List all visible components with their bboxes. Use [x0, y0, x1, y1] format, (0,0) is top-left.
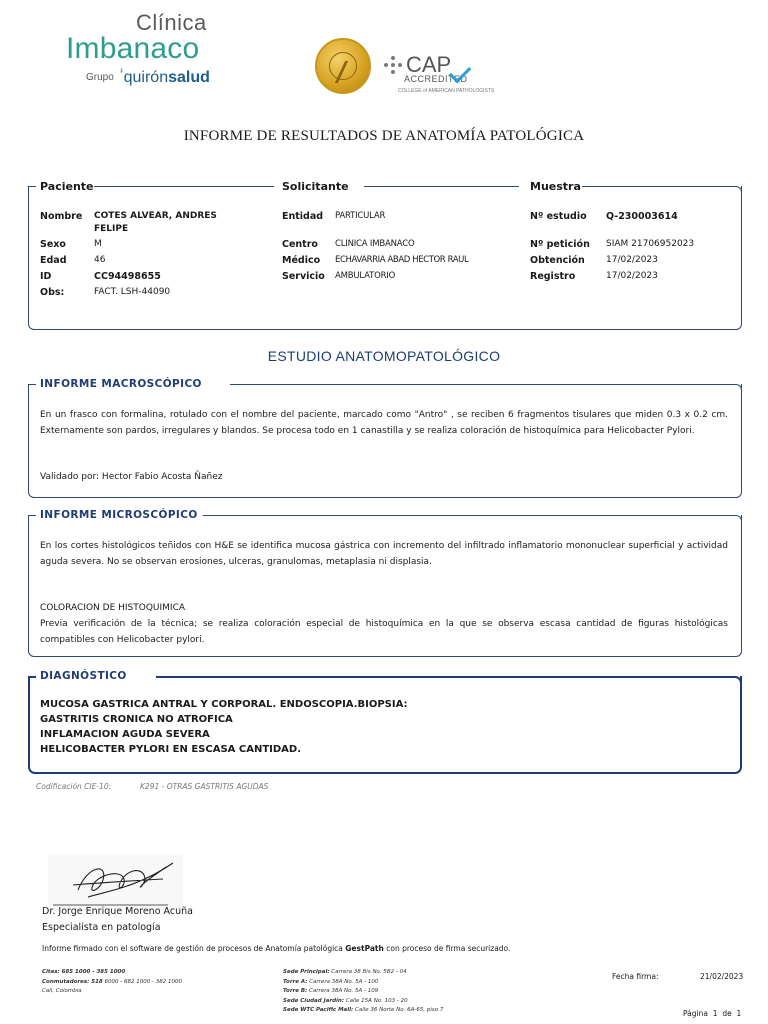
- footer-address-line: [283, 997, 443, 1007]
- handwritten-signature: [48, 855, 183, 910]
- patient-heading: Paciente: [40, 180, 94, 193]
- divider: [28, 186, 36, 187]
- doctor-name: Dr. Jorge Enrique Moreno Acuña: [42, 906, 193, 917]
- patient-name-value-line2: FELIPE: [94, 224, 129, 234]
- footer-address-line: [283, 978, 443, 988]
- logo-grupo-text: Grupo: [86, 72, 114, 83]
- patient-name-value: COTES ALVEAR, ANDRES: [94, 211, 217, 221]
- patient-age-value: 46: [94, 255, 106, 265]
- requester-doctor-value: ECHAVARRIA ABAD HECTOR RAUL: [335, 255, 469, 265]
- macro-validated: Validado por: Hector Fabio Acosta Ñañez: [40, 472, 223, 482]
- study-title: ESTUDIO ANATOMOPATOLÓGICO: [267, 348, 501, 364]
- footer-contact-line: [42, 978, 182, 988]
- micro-text: En los cortes histológicos teñidos con H&E se identifica mucosa gástrica con incremento del infiltrado inflamatorio mononuclear superficial y actividad aguda severa. No se observan erosiones, ulceras, granulomas, metaplasia ni displasia.: [40, 541, 728, 567]
- sample-registered-value: 17/02/2023: [606, 271, 658, 281]
- page-indicator: [683, 1009, 741, 1018]
- cap-accredited-text: ACCREDITED: [404, 74, 468, 84]
- page-number: 1: [712, 1009, 718, 1018]
- footer-contact-text: 6000 - 682 1000 - 382 1000: [102, 978, 182, 985]
- histo-text: Previa verificación de la técnica; se realiza coloración especial de histoquímica en la que se observa escasa cantidad de figuras histológicas compatibles con Helicobacter pylori.: [40, 619, 728, 645]
- requester-entity-value: PARTICULAR: [335, 211, 386, 221]
- patient-obs-value: FACT. LSH-44090: [94, 287, 171, 297]
- diagnosis-title: DIAGNÓSTICO: [40, 670, 127, 682]
- requester-doctor-label: Médico: [282, 255, 321, 266]
- requester-entity-label: Entidad: [282, 211, 324, 222]
- patient-id-label: ID: [40, 271, 52, 282]
- diagnosis-line-1: MUCOSA GASTRICA ANTRAL Y CORPORAL. ENDOSCOPIA.BIOPSIA:: [40, 699, 408, 710]
- footer-address-text: Carrera 38 Bis No. 5B2 - 04: [329, 969, 407, 975]
- footer-address-text: Carrera 38A No. 5A - 100: [307, 978, 379, 985]
- requester-center-value: CLINICA IMBANACO: [335, 239, 415, 249]
- footer-address-text: Carrera 38A No. 5A - 109: [307, 988, 379, 994]
- divider: [28, 676, 36, 678]
- micro-title: INFORME MICROSCÓPICO: [40, 509, 198, 521]
- divider: [28, 384, 36, 385]
- note-text-a: Informe firmado con el software de gestión de procesos de Anatomía patológica: [42, 944, 346, 953]
- cap-dots-icon: [384, 56, 402, 74]
- joint-commission-seal-icon: [315, 38, 371, 94]
- cap-text: CAP: [406, 52, 452, 77]
- logo-quiron-part: quirón: [123, 69, 169, 86]
- logo-salud-part: salud: [168, 69, 210, 86]
- footer-address-bold: Sede Principal:: [283, 969, 330, 975]
- sample-request-label: Nº petición: [530, 239, 590, 250]
- footer-contact-text: Cali, Colombia: [42, 988, 82, 994]
- macro-title: INFORME MACROSCÓPICO: [40, 378, 202, 390]
- footer-address-bold: Sede WTC Pacific Mall:: [283, 1007, 354, 1013]
- divider: [230, 384, 736, 385]
- footer-address-line: [283, 987, 443, 997]
- diagnosis-line-4: HELICOBACTER PYLORI EN ESCASA CANTIDAD.: [40, 744, 302, 755]
- cap-college-text: COLLEGE of AMERICAN PATHOLOGISTS: [398, 88, 495, 94]
- page-total: 1: [736, 1009, 742, 1018]
- footer-address-line: [283, 968, 443, 978]
- divider: [582, 186, 736, 187]
- requester-service-value: AMBULATORIO: [335, 271, 396, 281]
- requester-service-label: Servicio: [282, 271, 325, 282]
- cie-label: Codificación CIE-10:: [36, 782, 112, 791]
- footer-contact-line: [42, 987, 182, 997]
- footer-contacts: [42, 968, 182, 997]
- footer-contact-bold: Citas: 685 1000 - 385 1000: [42, 969, 126, 975]
- page-label: Página: [683, 1009, 708, 1018]
- page-of: de: [722, 1009, 732, 1018]
- logo-imbanaco-text: Imbanaco: [66, 32, 200, 65]
- footer-address-text: Calle 15A No. 103 - 20: [344, 997, 408, 1004]
- footer-contact-bold: Conmutadores: 518: [42, 978, 103, 985]
- logo-quironsalud-text: ʻquirónsalud: [116, 66, 210, 86]
- macro-text: En un frasco con formalina, rotulado con el nombre del paciente, marcado como "Antro" , se reciben 6 fragmentos tisulares que miden 0.3 x 0.2 cm. Externamente son pardos, irregulares y blandos. Se procesa todo en 1 canastilla y se realiza coloración de histoquímica para Helicobacter Pylori.: [40, 410, 728, 436]
- divider: [94, 186, 274, 187]
- patient-id-value: CC94498655: [94, 271, 161, 282]
- diagnosis-line-3: INFLAMACION AGUDA SEVERA: [40, 729, 210, 740]
- divider: [203, 515, 736, 516]
- divider: [28, 515, 36, 516]
- patient-age-label: Edad: [40, 255, 67, 266]
- footer-address-text: Calle 36 Norte No. 6A-65, piso 7: [353, 1007, 444, 1013]
- signature-note: [42, 944, 510, 953]
- divider: [156, 676, 734, 678]
- diagnosis-line-2: GASTRITIS CRONICA NO ATROFICA: [40, 714, 233, 725]
- sign-date-value: 21/02/2023: [700, 972, 744, 981]
- cie-value: K291 - OTRAS GASTRITIS AGUDAS: [140, 782, 269, 791]
- histo-title: COLORACION DE HISTOQUIMICA: [40, 603, 186, 613]
- doctor-role: Especialista en patología: [42, 922, 161, 933]
- patient-obs-label: Obs:: [40, 287, 65, 298]
- patient-name-label: Nombre: [40, 211, 83, 222]
- sample-study-label: Nº estudio: [530, 211, 587, 222]
- patient-sex-value: M: [94, 239, 102, 249]
- divider: [364, 186, 519, 187]
- logo-clinica-text: Clínica: [136, 10, 207, 35]
- patient-sex-label: Sexo: [40, 239, 66, 250]
- footer-address-bold: Sede Ciudad Jardín:: [283, 997, 345, 1004]
- footer-address-bold: Torre A:: [283, 978, 308, 985]
- footer-address-bold: Torre B:: [283, 988, 308, 994]
- footer-contact-line: [42, 968, 182, 978]
- sample-request-value: SIAM 21706952023: [606, 239, 695, 249]
- sample-heading: Muestra: [530, 180, 581, 193]
- sample-study-value: Q-230003614: [606, 211, 678, 222]
- requester-heading: Solicitante: [282, 180, 349, 193]
- sign-date-label: Fecha firma:: [612, 972, 659, 981]
- requester-center-label: Centro: [282, 239, 318, 250]
- sample-registered-label: Registro: [530, 271, 576, 282]
- note-text-c: con proceso de firma securizado.: [383, 944, 511, 953]
- cap-accredited-logo: [384, 52, 495, 102]
- clinica-imbanaco-logo: [60, 10, 210, 120]
- footer-addresses: [283, 968, 443, 1016]
- sample-obtained-label: Obtención: [530, 255, 585, 266]
- report-title: INFORME DE RESULTADOS DE ANATOMÍA PATOLÓGICA: [183, 128, 585, 144]
- note-text-gestpath: GestPath: [345, 944, 384, 953]
- footer-address-line: [283, 1006, 443, 1016]
- sample-obtained-value: 17/02/2023: [606, 255, 658, 265]
